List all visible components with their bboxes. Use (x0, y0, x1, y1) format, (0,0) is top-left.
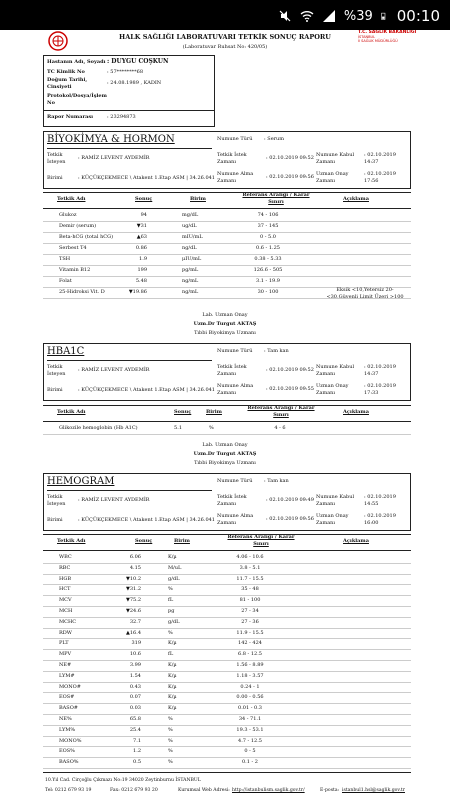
birimi-value: : KÜÇÜKÇEKMECE \ Atakent 1.Etap ASM | 34.26.041 (78, 387, 215, 393)
test-unit: K/µ (168, 683, 177, 690)
test-result: 6.06 (129, 554, 141, 560)
table-row (45, 725, 413, 736)
test-reference: 1.56 - 8.89 (236, 662, 264, 668)
onay-value: : 02.10.2019 16:00 (364, 513, 396, 526)
test-name: HCT (59, 586, 71, 593)
logo-line-1: T.C. SAĞLIK BAKANLIĞI (358, 30, 417, 35)
test-unit: K/µ (168, 694, 177, 701)
test-unit: pg/mL (182, 267, 199, 273)
signal-icon (322, 9, 336, 23)
col-ref-header: Referans Aralığı / Karar Sınırı (227, 534, 295, 547)
test-reference: 4.7 - 12.5 (238, 737, 262, 744)
birimi-label: Birimi (47, 387, 63, 393)
test-unit: % (168, 737, 173, 744)
footer-mail-link[interactable]: istanbul1.hsl@saglik.gov.tr (342, 788, 405, 793)
onay-value: : 02.10.2019 17:33 (364, 383, 396, 396)
footer-web-link[interactable]: http://istanbulism.saglik.gov.tr/ (232, 788, 305, 793)
test-unit: K/µ (168, 705, 177, 712)
test-reference: 34 - 71.1 (238, 716, 262, 722)
test-name: MONO# (59, 683, 81, 690)
table-header (43, 405, 411, 421)
test-result: 5.48 (135, 278, 147, 284)
footer-mail-label: E-posta: (320, 788, 340, 793)
test-name: Folat (59, 278, 72, 284)
footer-web-label: Kurumsal Web Adresi: (178, 788, 230, 793)
test-unit: fL (168, 651, 174, 658)
table-row (45, 254, 413, 265)
table-row (45, 276, 413, 287)
numune-turu-label: Numune Türü (217, 478, 253, 484)
row-rule (43, 434, 411, 435)
dob-label: Doğum Tarihi, Cinsiyeti (47, 77, 88, 90)
logo-line-3: İl SAĞLIK MÜDÜRLÜĞÜ (358, 39, 398, 43)
section-title: HEMOGRAM (47, 476, 115, 487)
kabul-label: Numune Kabul Zamanı (316, 364, 355, 377)
table-row (45, 287, 413, 298)
istek-value: : 02.10.2019 09:52 (266, 155, 314, 161)
test-unit: pg (168, 608, 175, 614)
test-unit: K/µ (168, 640, 177, 647)
table-row (45, 692, 413, 703)
test-result: 1.2 (133, 748, 141, 755)
tc-label: TC Kimlik No (47, 69, 85, 75)
test-unit: ng/mL (182, 289, 199, 295)
test-reference: 11.9 - 15.5 (236, 629, 264, 636)
section-info-box (43, 131, 411, 189)
patient-name-value: : DUYGU COŞKUN (107, 58, 169, 65)
test-result: ▼10.2 (126, 575, 141, 582)
test-reference: 81 - 100 (239, 597, 261, 604)
test-unit: ng/mL (182, 278, 199, 284)
test-result: 0.5 (133, 759, 141, 766)
istek-label: Tetkik İstek Zamanı (217, 152, 247, 165)
test-unit: % (168, 759, 173, 766)
test-unit: g/dL (168, 575, 180, 582)
istek-label: Tetkik İstek Zamanı (217, 494, 247, 507)
test-unit: % (168, 716, 173, 722)
test-name: BASO# (59, 705, 78, 712)
test-result: 0.86 (135, 245, 147, 251)
test-result: ▼31.2 (126, 586, 141, 593)
section-info-box (43, 343, 411, 401)
header-top-rule (43, 534, 411, 535)
test-reference: 3.1 - 19.9 (256, 278, 280, 284)
test-name: BASO% (59, 759, 79, 766)
test-name: MONO% (59, 737, 82, 744)
birimi-label: Birimi (47, 517, 63, 523)
test-name: Demir (serum) (59, 223, 97, 229)
tetkik-isteyen-label: Tetkik İsteyen (47, 152, 66, 165)
table-row (45, 649, 413, 660)
table-row (45, 660, 413, 671)
section-info-box (43, 473, 411, 531)
tc-value: : 57********68 (107, 69, 143, 75)
logo-line-2: İSTANBUL (358, 35, 376, 39)
birimi-label: Birimi (47, 175, 63, 181)
test-name: MCV (59, 597, 72, 604)
status-bar (0, 0, 450, 30)
header-bottom-rule (43, 550, 411, 551)
row-rule (43, 298, 411, 299)
test-unit: % (168, 726, 173, 733)
test-name: Vitamin B12 (59, 267, 91, 273)
protocol-label: Protokol/Dosya/İşlem No (47, 93, 107, 106)
table-header (43, 192, 411, 208)
tetkik-isteyen-label: Tetkik İsteyen (47, 494, 66, 507)
section-title: HBA1C (47, 346, 85, 357)
col-aciklama-header: Açıklama (343, 538, 369, 544)
onay-value: : 02.10.2019 17:56 (364, 171, 396, 184)
test-reference: 74 - 106 (257, 212, 279, 218)
battery-percentage: %39 (343, 8, 373, 24)
signature-line-2: Uzm.Dr Turgut AKTAŞ (193, 321, 257, 327)
report-subtitle: (Laboratuvar Ruhsat No: 420/05) (182, 44, 268, 50)
test-result: ▲63 (136, 234, 147, 240)
test-name: LYM# (59, 672, 75, 679)
test-name: Glukoz (59, 212, 77, 218)
test-result: ▼24.6 (126, 608, 141, 614)
test-name: EOS% (59, 748, 75, 755)
test-name: EOS# (59, 694, 75, 701)
patient-info-box (43, 55, 215, 127)
test-reference: 4.06 - 10.6 (236, 554, 264, 560)
test-name: MCHC (59, 618, 77, 625)
test-unit: % (168, 748, 173, 755)
test-result: 4.15 (129, 564, 141, 571)
test-result: 199 (137, 267, 147, 273)
signature-line-2: Uzm.Dr Turgut AKTAŞ (193, 451, 257, 457)
tetkik-isteyen-value: : RAMİZ LEVENT AYDEMİR (78, 497, 150, 503)
health-ministry-logo (358, 30, 418, 52)
test-result: 0.43 (129, 683, 141, 690)
report-number-label: Rapor Numarası (47, 114, 94, 120)
test-reference: 35 - 48 (241, 586, 259, 593)
test-unit: K/µ (168, 672, 177, 679)
kabul-value: : 02.10.2019 14:55 (364, 494, 396, 507)
test-unit: mg/dL (182, 212, 199, 218)
report-title: HALK SAĞLIĞI LABORATUVARI TETKİK SONUÇ RAPORU (119, 33, 331, 41)
table-row (45, 243, 413, 254)
clock: 00:10 (396, 7, 440, 25)
tetkik-isteyen-value: : RAMİZ LEVENT AYDEMİR (78, 367, 150, 373)
test-reference: 126.6 - 505 (253, 267, 283, 273)
test-name: NE# (59, 662, 72, 668)
col-birim-header: Birim (206, 409, 222, 415)
test-unit: μIU/mL (182, 256, 202, 262)
alma-label: Numune Alma Zamanı (217, 171, 254, 184)
alma-value: : 02.10.2019 09:56 (266, 516, 314, 522)
onay-label: Uzman Onay Zamanı (316, 171, 349, 184)
test-unit: mIU/mL (182, 234, 203, 240)
test-unit: % (209, 425, 214, 431)
test-reference: 0.24 - 1 (240, 683, 260, 690)
test-reference: 0.1 - 2 (241, 759, 258, 766)
header-bottom-rule (43, 421, 411, 422)
test-name: Serbest T4 (59, 245, 87, 251)
col-birim-header: Birim (190, 196, 206, 202)
test-reference: 30 - 100 (257, 289, 279, 295)
section-title: BİYOKİMYA & HORMON (47, 134, 175, 145)
alma-value: : 02.10.2019 09:55 (266, 386, 314, 392)
test-name: WBC (59, 554, 72, 560)
test-result: ▼75.2 (126, 597, 141, 604)
col-tetkik-header: Tetkik Adı (57, 196, 86, 202)
test-unit: M/uL (168, 564, 182, 571)
test-result: 5.1 (174, 425, 182, 431)
table-header (43, 534, 411, 550)
test-result: 319 (131, 640, 141, 647)
wifi-icon (300, 9, 314, 23)
test-name: TSH (59, 256, 71, 262)
footer-address: 10.Yıl Cad. Cirçoğlu Çıkmazı No:19 34020 Zeytinburnu İSTANBUL (45, 778, 201, 783)
title-underline (47, 148, 212, 149)
alma-label: Numune Alma Zamanı (217, 513, 254, 526)
table-row (45, 563, 413, 574)
table-row (45, 221, 413, 232)
test-reference: 0.6 - 1.25 (256, 245, 280, 251)
col-ref-header: Referans Aralığı / Karar Sınırı (242, 192, 310, 205)
numune-turu-value: : Serum (264, 136, 285, 142)
test-result: 65.8 (129, 716, 141, 722)
kabul-label: Numune Kabul Zamanı (316, 152, 355, 165)
signature-line-1: Lab. Uzman Onay (202, 442, 248, 448)
test-result: 1.9 (139, 256, 147, 262)
table-row (45, 584, 413, 595)
istek-value: : 02.10.2019 09:52 (266, 367, 314, 373)
test-result: 94 (140, 212, 147, 218)
test-note: Eksik <10,Yetersiz 20-<30,Güvenli Limit Üzeri >100 (326, 287, 404, 300)
test-reference: 3.8 - 5.1 (239, 564, 261, 571)
istek-label: Tetkik İstek Zamanı (217, 364, 247, 377)
test-name: NE% (59, 716, 72, 722)
test-result: 0.07 (129, 694, 141, 701)
table-row (45, 617, 413, 628)
table-row (45, 714, 413, 725)
test-reference: 37 - 145 (257, 223, 279, 229)
table-row (45, 232, 413, 243)
table-row (45, 638, 413, 649)
test-result: ▼19.86 (128, 289, 147, 295)
test-name: MPV (59, 651, 72, 658)
numune-turu-value: : Tam kan (264, 348, 289, 354)
col-tetkik-header: Tetkik Adı (57, 538, 86, 544)
test-result: 1.54 (129, 672, 141, 679)
table-row (45, 703, 413, 714)
test-reference: 27 - 34 (241, 608, 259, 614)
patient-name-label: Hastanın Adı, Soyadı (47, 59, 106, 65)
test-name: RDW (59, 629, 72, 636)
test-unit: % (168, 586, 173, 593)
header-top-rule (43, 192, 411, 193)
test-reference: 0.00 - 0.56 (236, 694, 264, 701)
test-reference: 0 - 5 (244, 748, 256, 755)
table-row (45, 606, 413, 617)
table-row (45, 595, 413, 606)
kabul-label: Numune Kabul Zamanı (316, 494, 355, 507)
test-unit: % (168, 629, 173, 636)
col-ref-header: Referans Aralığı / Karar Sınırı (247, 405, 315, 418)
test-name: RBC (59, 564, 71, 571)
table-row (45, 682, 413, 693)
kabul-value: : 02.10.2019 14:37 (364, 152, 396, 165)
col-tetkik-header: Tetkik Adı (57, 409, 86, 415)
test-reference: 1.18 - 3.57 (236, 672, 264, 679)
mute-icon (278, 9, 292, 23)
numune-turu-label: Numune Türü (217, 136, 253, 142)
test-reference: 19.3 - 53.1 (236, 726, 264, 733)
table-row (45, 265, 413, 276)
dob-value: : 24.08.1989 , KADIN (107, 80, 162, 86)
test-result: ▲16.4 (126, 629, 141, 636)
test-name: LYM% (59, 726, 76, 733)
table-row (45, 552, 413, 563)
test-name: MCH (59, 608, 73, 614)
col-sonuc-header: Sonuç (135, 196, 153, 202)
test-result: 0.03 (129, 705, 141, 712)
table-row (45, 574, 413, 585)
col-birim-header: Birim (174, 538, 190, 544)
battery-icon (381, 9, 389, 23)
test-unit: g/dL (168, 618, 180, 625)
col-sonuc-header: Sonuç (135, 538, 153, 544)
col-sonuc-header: Sonuç (174, 409, 192, 415)
signature-line-1: Lab. Uzman Onay (202, 312, 248, 318)
kabul-value: : 02.10.2019 14:37 (364, 364, 396, 377)
alma-label: Numune Alma Zamanı (217, 383, 254, 396)
header-bottom-rule (43, 208, 411, 209)
table-row (45, 757, 413, 768)
numune-turu-value: : Tam kan (264, 478, 289, 484)
test-name: Glikozile hemoglobin (Hb A1C) (59, 425, 138, 431)
test-result: 32.7 (129, 618, 141, 625)
test-result: ▼31 (136, 223, 147, 229)
header-top-rule (43, 405, 411, 406)
signature-line-3: Tıbbi Biyokimya Uzmanı (194, 460, 256, 466)
lab-report-document (0, 30, 450, 800)
test-reference: 11.7 - 15.5 (236, 575, 264, 582)
test-unit: ng/dL (182, 245, 197, 251)
title-underline (47, 490, 212, 491)
test-reference: 4 - 6 (274, 425, 286, 431)
test-result: 10.6 (129, 651, 141, 658)
title-underline (47, 360, 212, 361)
test-name: 25-Hidroksi Vit. D (59, 289, 105, 295)
test-reference: 0.01 - 0.3 (238, 705, 262, 712)
test-reference: 6.8 - 12.5 (238, 651, 262, 658)
table-row (45, 423, 413, 434)
test-unit: fL (168, 597, 174, 604)
signature-line-3: Tıbbi Biyokimya Uzmanı (194, 330, 256, 336)
test-reference: 0.38 - 5.33 (254, 256, 282, 262)
report-number-value: : 23294873 (107, 114, 136, 120)
test-name: HGB (59, 575, 72, 582)
table-row (45, 736, 413, 747)
table-row (45, 210, 413, 221)
birimi-value: : KÜÇÜKÇEKMECE \ Atakent 1.Etap ASM | 34.26.041 (78, 175, 215, 181)
row-rule (43, 768, 411, 769)
tetkik-isteyen-value: : RAMİZ LEVENT AYDEMİR (78, 155, 150, 161)
numune-turu-label: Numune Türü (217, 348, 253, 354)
birimi-value: : KÜÇÜKÇEKMECE \ Atakent 1.Etap ASM | 34.26.041 (78, 517, 215, 523)
onay-label: Uzman Onay Zamanı (316, 513, 349, 526)
table-row (45, 628, 413, 639)
alma-value: : 02.10.2019 09:56 (266, 174, 314, 180)
test-reference: 142 - 424 (238, 640, 262, 647)
test-reference: 0 - 5.0 (259, 234, 276, 240)
test-unit: ug/dL (182, 223, 197, 229)
col-aciklama-header: Açıklama (343, 409, 369, 415)
test-name: Beta-hCG (total hCG) (59, 234, 114, 240)
tetkik-isteyen-label: Tetkik İsteyen (47, 364, 66, 377)
test-name: PLT (59, 640, 69, 647)
onay-label: Uzman Onay Zamanı (316, 383, 349, 396)
test-result: 7.1 (133, 737, 141, 744)
test-result: 25.4 (129, 726, 141, 733)
test-result: 3.99 (129, 662, 141, 668)
table-row (45, 746, 413, 757)
col-aciklama-header: Açıklama (343, 196, 369, 202)
test-reference: 27 - 36 (241, 618, 259, 625)
footer-fax: Fax: 0212 679 93 20 (110, 788, 158, 793)
test-unit: K/µ (168, 662, 177, 668)
test-unit: K/µ (168, 554, 177, 560)
footer-tel: Tel: 0212 679 93 19 (45, 788, 92, 793)
table-row (45, 671, 413, 682)
istek-value: : 02.10.2019 09:49 (266, 497, 314, 503)
